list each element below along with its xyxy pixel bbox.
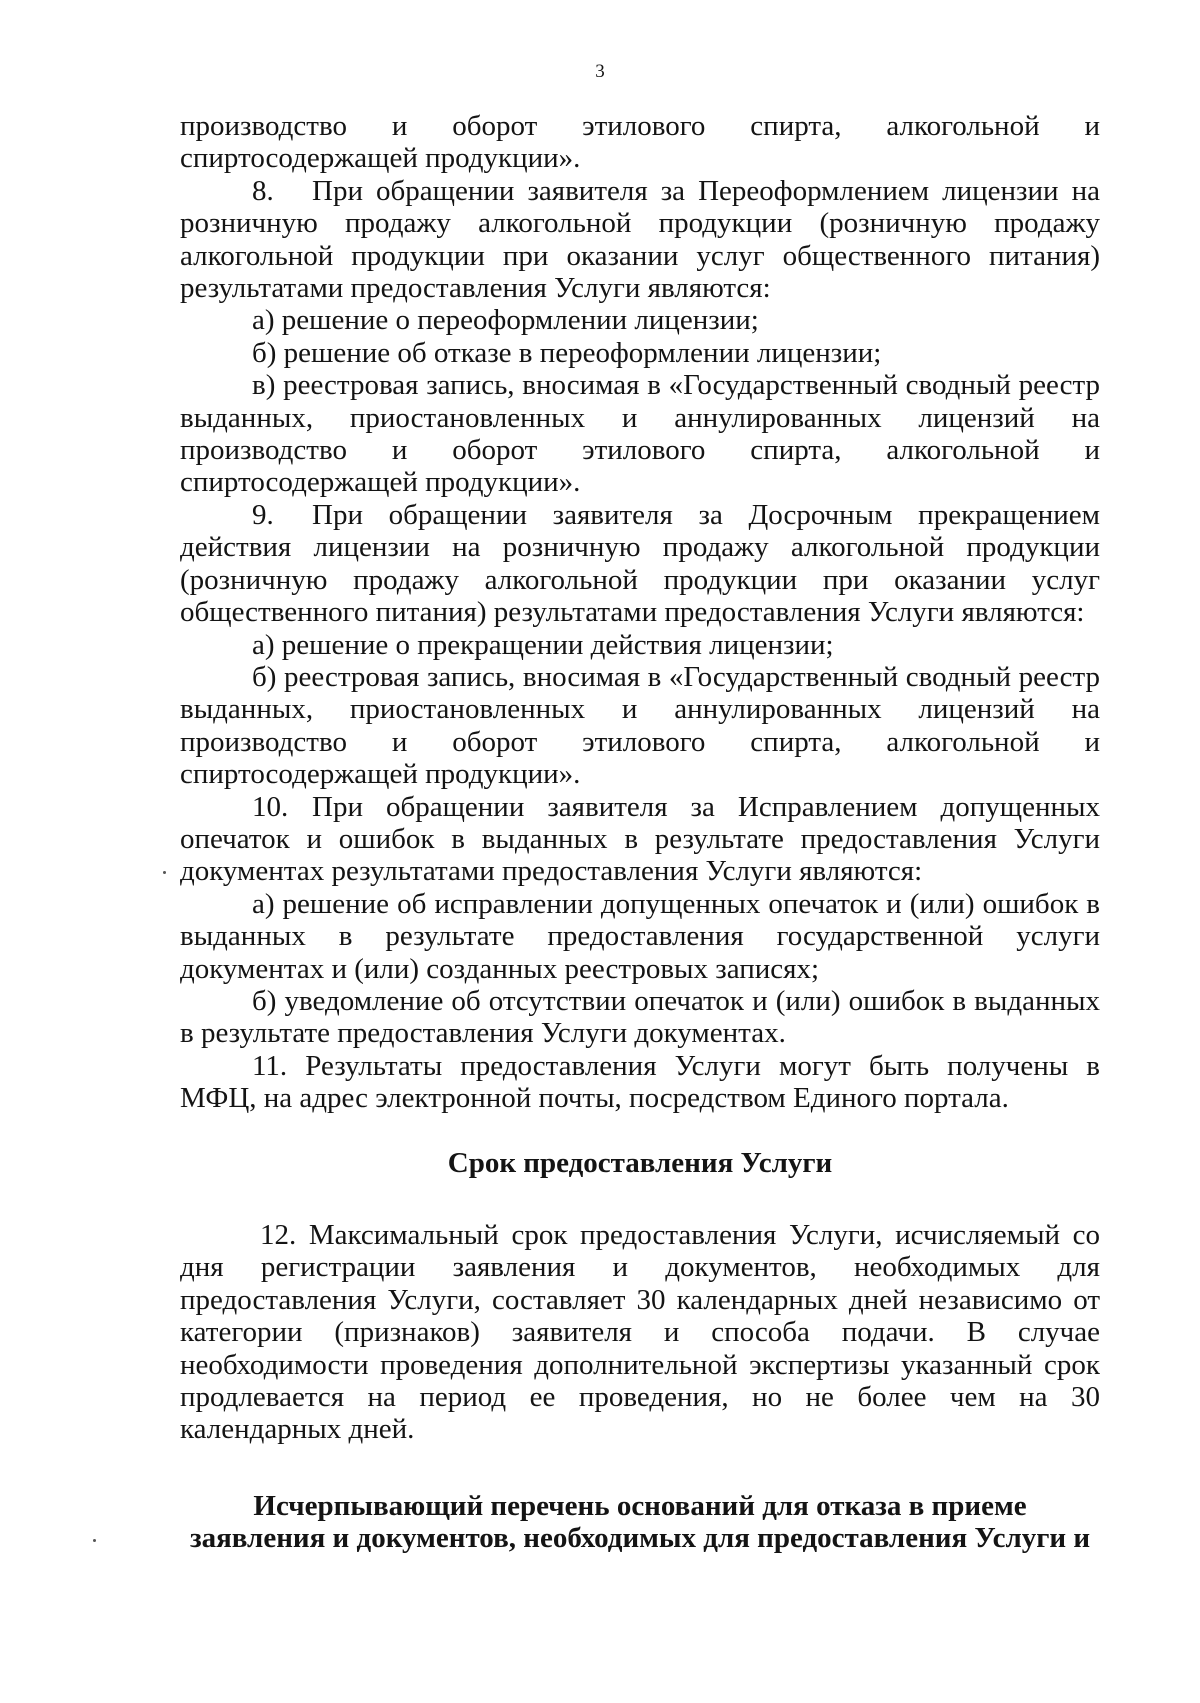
paragraph-11: 11. Результаты предоставления Услуги могут быть получены в МФЦ, на адрес электронной почты, посредством Единого портала. [180, 1049, 1100, 1115]
paragraph-9-item-b: б) реестровая запись, вносимая в «Государственный сводный реестр выданных, приостановленных и аннулированных лицензий на производство и оборот этилового спирта, алкогольной и спиртосодержащей продукции». [180, 660, 1100, 791]
paragraph-8-number: 8. [252, 174, 274, 207]
section-heading-term: Срок предоставления Услуги [447, 1146, 833, 1179]
paragraph-8 [180, 175, 1100, 305]
paragraph-12: 12. Максимальный срок предоставления Услуги, исчисляемый со дня регистрации заявления и документов, необходимых для предоставления Услуги, составляет 30 календарных дней независимо от категории (признаков) заявителя и способа подачи. В случае необходимости проведения дополнительной экспертизы указанный срок продлевается на период ее проведения, но не более чем на 30 календарных дней. [180, 1219, 1100, 1446]
section-heading-refusal-line-1: Исчерпывающий перечень оснований для отказа в приеме [253, 1489, 1027, 1522]
paragraph-8-item-a: а) решение о переоформлении лицензии; [252, 304, 759, 337]
paragraph-9-item-a: а) решение о прекращении действия лицензии; [252, 628, 834, 661]
paragraph-10-item-a: а) решение об исправлении допущенных опечаток и (или) ошибок в выданных в результате предоставления государственной услуги документах и (или) созданных реестровых записях; [180, 887, 1100, 985]
scan-speck [93, 1539, 96, 1542]
paragraph-9-number: 9. [252, 498, 274, 531]
paragraph-10 [180, 791, 1100, 888]
paragraph-10-text: При обращении заявителя за Исправлением допущенных опечаток и ошибок в выданных в результате предоставления Услуги документах результатами предоставления Услуги являются: [180, 790, 1100, 888]
section-heading-refusal [180, 1490, 1100, 1555]
paragraph-8-text: При обращении заявителя за Переоформлением лицензии на розничную продажу алкогольной продукции (розничную продажу алкогольной продукции при оказании услуг общественного питания) результатами предоставления Услуги являются: [180, 174, 1100, 305]
scan-speck [163, 871, 166, 874]
paragraph-8-item-c: в) реестровая запись, вносимая в «Государственный сводный реестр выданных, приостановленных и аннулированных лицензий на производство и оборот этилового спирта, алкогольной и спиртосодержащей продукции». [180, 369, 1100, 499]
document-body [180, 110, 1100, 1555]
paragraph-10-item-b: б) уведомление об отсутствии опечаток и (или) ошибок в выданных в результате предоставления Услуги документах. [180, 984, 1100, 1050]
paragraph-8-item-b: б) решение об отказе в переоформлении лицензии; [252, 336, 882, 369]
paragraph-9-text: При обращении заявителя за Досрочным прекращением действия лицензии на розничную продажу алкогольной продукции (розничную продажу алкогольной продукции при оказании услуг общественного питания) результатами предоставления Услуги являются: [180, 498, 1100, 629]
paragraph-9 [180, 499, 1100, 629]
paragraph-10-number: 10. [252, 790, 289, 823]
page-number: 3 [595, 61, 605, 82]
paragraph-continuation: производство и оборот этилового спирта, алкогольной и спиртосодержащей продукции». [180, 110, 1100, 175]
section-heading-refusal-line-2: заявления и документов, необходимых для предоставления Услуги и [189, 1522, 1091, 1555]
